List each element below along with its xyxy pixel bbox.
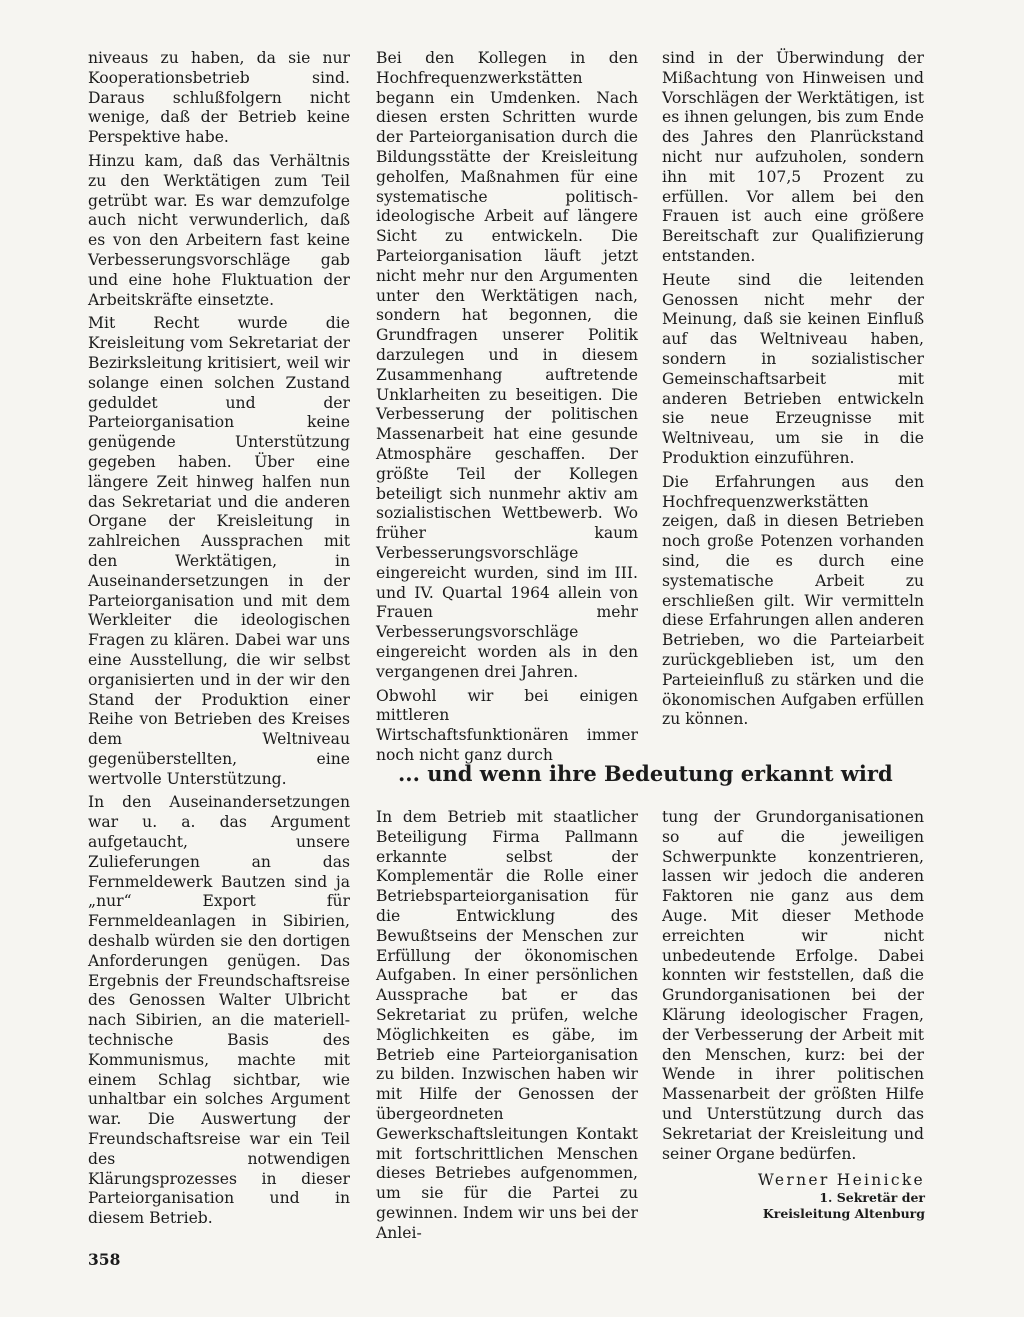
paragraph: Bei den Kollegen in den Hochfrequenzwerkstätten begann ein Umdenken. Nach diesen ersten Schritten wurde der Parteiorganisation durch die Bildungsstätte der Kreisleitung geholfen, Maßnahmen für eine systematische politisch-ideologische Arbeit auf längere Sicht zu entwickeln. Die Parteiorganisation läuft jetzt nicht mehr nur den Argumenten unter den Werktätigen nach, sondern hat begonnen, die Grundfragen unserer Politik darzulegen und in diesem Zusammenhang auftretende Unklarheiten zu beseitigen. Die Verbesserung der politischen Massenarbeit hat eine gesunde Atmosphäre geschaffen. Der größte Teil der Kollegen beteiligt sich nunmehr aktiv am sozialistischen Wettbewerb. Wo früher kaum Verbesserungsvorschläge eingereicht wurden, sind im III. und IV. Quartal 1964 allein von Frauen mehr Verbesserungsvorschläge eingereicht worden als in den vergangenen drei Jahren.: [376, 49, 638, 681]
paragraph: Obwohl wir bei einigen mittleren Wirtschaftsfunktionären immer noch nicht ganz durch: [376, 686, 638, 764]
author-role: [700, 1190, 925, 1222]
author-role-line: Kreisleitung Altenburg: [762, 1206, 925, 1221]
paragraph: Heute sind die leitenden Genossen nicht mehr der Meinung, daß sie keinen Einfluß auf das Weltniveau haben, sondern in sozialistischer Gemeinschaftsarbeit mit anderen Betrieben entwickeln sie neue Erzeugnisse mit Weltniveau, um sie in die Produktion einzuführen.: [662, 270, 924, 467]
paragraph: niveaus zu haben, da sie nur Kooperationsbetrieb sind. Daraus schlußfolgern nicht wenige, daß der Betrieb keine Perspektive habe.: [88, 49, 350, 147]
paragraph: tung der Grundorganisationen so auf die jeweiligen Schwerpunkte konzentrieren, lassen wir jedoch die anderen Faktoren nie ganz aus dem Auge. Mit dieser Methode erreichten wir nicht unbedeutende Erfolge. Dabei konnten wir feststellen, daß die Grundorganisationen bei der Klärung ideologischer Fragen, der Verbesserung der Arbeit mit den Menschen, kurz: bei der Wende in ihrer politischen Massenarbeit der größten Hilfe und Unterstützung durch das Sekretariat der Kreisleitung und seiner Organe bedürfen.: [662, 808, 924, 1163]
author-role-line: 1. Sekretär der: [819, 1190, 925, 1205]
author-signature: [700, 1170, 925, 1222]
paragraph: In dem Betrieb mit staatlicher Beteiligung Firma Pallmann erkannte selbst der Komplementär die Rolle einer Betriebsparteiorganisation für die Entwicklung des Bewußtseins der Menschen zur Erfüllung der ökonomischen Aufgaben. In einer persönlichen Aussprache bat er das Sekretariat zu prüfen, welche Möglichkeiten es gäbe, im Betrieb eine Parteiorganisation zu bilden. Inzwischen haben wir mit Hilfe der Genossen der übergeordneten Gewerkschaftsleitungen Kontakt mit fortschrittlichen Menschen dieses Betriebes aufgenommen, um sie für die Partei zu gewinnen. Indem wir uns bei der Anlei-: [376, 808, 638, 1242]
author-name: Werner Heinicke: [757, 1171, 925, 1189]
page-number: 358: [88, 1250, 121, 1269]
column-3: [662, 49, 924, 734]
column-4: [376, 808, 638, 1248]
column-1: [88, 49, 350, 1233]
paragraph: sind in der Überwindung der Mißachtung von Hinweisen und Vorschlägen der Werktätigen, ist es ihnen gelungen, bis zum Ende des Jahres den Planrückstand nicht nur aufzuholen, sondern ihn mit 107,5 Prozent zu erfüllen. Vor allem bei den Frauen ist auch eine größere Bereitschaft zur Qualifizierung entstanden.: [662, 49, 924, 265]
column-5: [662, 808, 924, 1168]
paragraph: Mit Recht wurde die Kreisleitung vom Sekretariat der Bezirksleitung kritisiert, weil wir solange einen solchen Zustand geduldet und der Parteiorganisation keine genügende Unterstützung gegeben haben. Über eine längere Zeit hinweg halfen nun das Sekretariat und die anderen Organe der Kreisleitung in zahlreichen Aussprachen mit den Werktätigen, in Auseinandersetzungen in der Parteiorganisation und mit dem Werkleiter die ideologischen Fragen zu klären. Dabei war uns eine Ausstellung, die wir selbst organisierten und in der wir den Stand der Produktion einer Reihe von Betrieben des Kreises dem Weltniveau gegenüberstellten, eine wertvolle Unterstützung.: [88, 314, 350, 788]
section-heading: ... und wenn ihre Bedeutung erkannt wird: [398, 761, 893, 786]
paragraph: Die Erfahrungen aus den Hochfrequenzwerkstätten zeigen, daß in diesen Betrieben noch große Potenzen vorhanden sind, die es durch eine systematische Arbeit zu erschließen gilt. Wir vermitteln diese Erfahrungen allen anderen Betrieben, wo die Parteiarbeit zurückgeblieben ist, um den Parteieinfluß zu stärken und die ökonomischen Aufgaben erfüllen zu können.: [662, 472, 924, 729]
paragraph: Hinzu kam, daß das Verhältnis zu den Werktätigen zum Teil getrübt war. Es war demzufolge auch nicht verwunderlich, daß es von den Arbeitern fast keine Verbesserungsvorschläge gab und eine hohe Fluktuation der Arbeitskräfte einsetzte.: [88, 151, 350, 309]
column-2: [376, 49, 638, 770]
paragraph: In den Auseinandersetzungen war u. a. das Argument aufgetaucht, unsere Zulieferungen an das Fernmeldewerk Bautzen sind ja „nur“ Export für Fernmeldeanlagen in Sibirien, deshalb würden sie den dortigen Anforderungen genügen. Das Ergebnis der Freundschaftsreise des Genossen Walter Ulbricht nach Sibirien, an die materiell-technische Basis des Kommunismus, machte mit einem Schlag sichtbar, wie unhaltbar ein solches Argument war. Die Auswertung der Freundschaftsreise war ein Teil des notwendigen Klärungsprozesses in dieser Parteiorganisation und in diesem Betrieb.: [88, 793, 350, 1228]
